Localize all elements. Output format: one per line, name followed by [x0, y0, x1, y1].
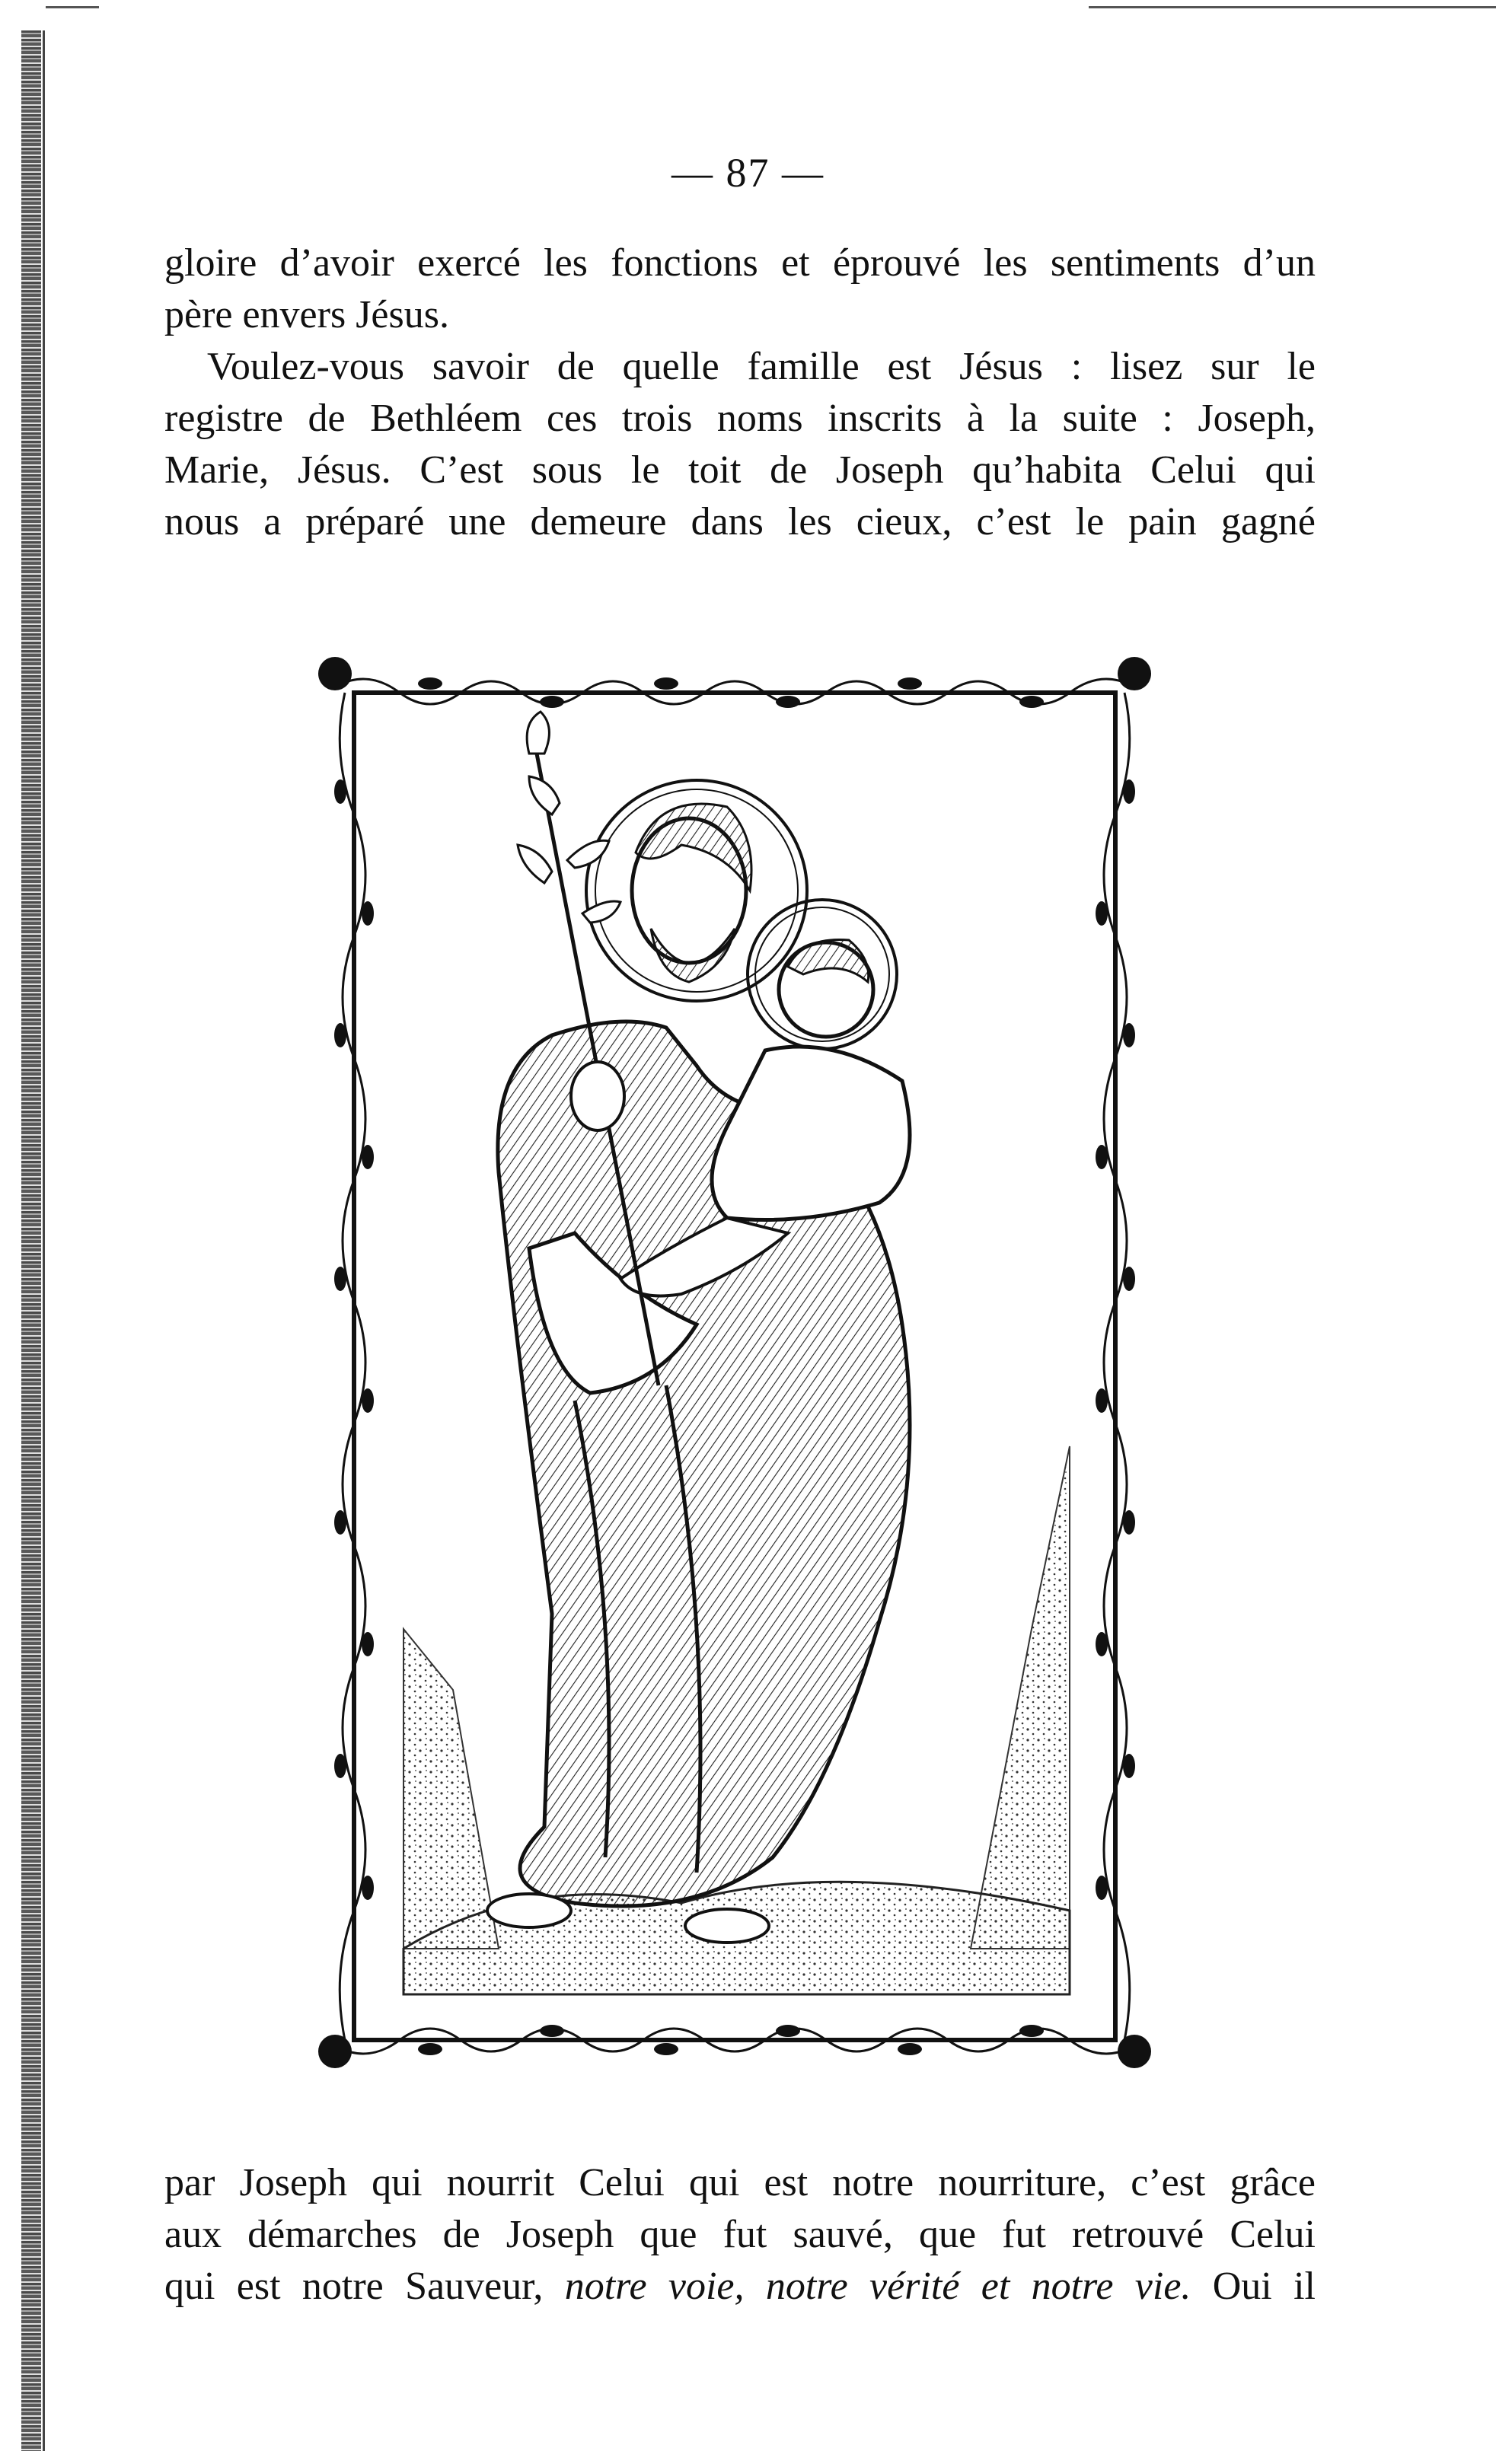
text-line: père envers Jésus. — [164, 293, 449, 336]
text-line: registre de Bethléem ces trois noms inscrits à la suite : Joseph, — [164, 397, 1316, 440]
paragraph-bottom — [164, 2157, 1316, 2313]
top-rule-left — [46, 6, 99, 8]
text-line: nous a préparé une demeure dans les cieux, c’est le pain gagné — [164, 500, 1316, 543]
text-line: aux démarches de Joseph que fut sauvé, que fut retrouvé Celui — [164, 2213, 1316, 2256]
page-gutter-line — [43, 30, 45, 2451]
book-binding-edge — [21, 30, 41, 2451]
paragraph-top — [164, 237, 1316, 548]
text-segment: qui est notre Sauveur, — [164, 2265, 565, 2308]
text-line-mixed — [164, 2261, 1316, 2313]
text-line: Voulez-vous savoir de quelle famille est Jésus : lisez sur le — [207, 345, 1316, 388]
text-line: par Joseph qui nourrit Celui qui est notre nourriture, c’est grâce — [164, 2161, 1316, 2204]
text-line: gloire d’avoir exercé les fonctions et éprouvé les sentiments d’un — [164, 241, 1316, 285]
text-line: Marie, Jésus. C’est sous le toit de Joseph qu’habita Celui qui — [164, 448, 1316, 492]
text-segment: Oui il — [1191, 2265, 1316, 2308]
top-rule-right — [1089, 6, 1496, 8]
italic-phrase: notre voie, notre vérité et notre vie. — [564, 2265, 1191, 2308]
page-number: — 87 — — [671, 150, 825, 196]
saint-joseph-engraving — [301, 639, 1169, 2101]
